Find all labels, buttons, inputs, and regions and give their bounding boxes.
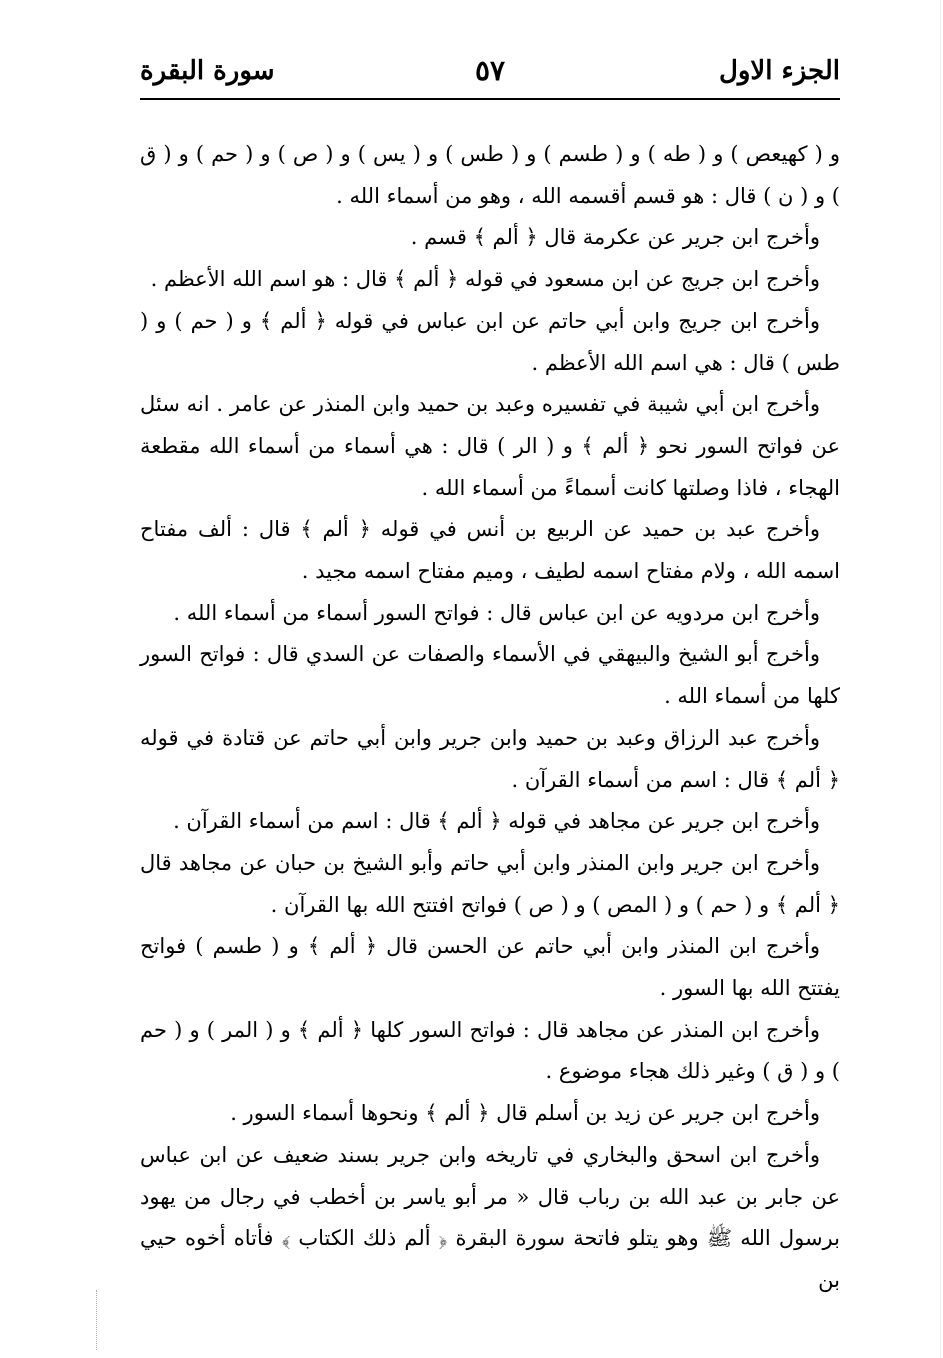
- paragraph-10: وأخرج ابن جرير عن مجاهد في قوله ﴿ ألم ﴾ قال : اسم من أسماء القرآن .: [173, 809, 820, 834]
- paragraph-4: وأخرج ابن جريج وابن أبي حاتم عن ابن عباس في قوله ﴿ ألم ﴾ و ( حم ) و ( طس ) قال : هي اسم الله الأعظم .: [140, 308, 840, 375]
- paragraph-1: و ( كهيعص ) و ( طه ) و ( طسم ) و ( طس ) و ( يس ) و ( ص ) و ( حم ) و ( ق ) و ( ن ) قال : هو قسم أقسمه الله ، وهو من أسماء الله .: [140, 142, 840, 208]
- scan-gutter-line: [96, 1290, 97, 1350]
- paragraph-12: وأخرج ابن المنذر وابن أبي حاتم عن الحسن قال ﴿ ألم ﴾ و ( طسم ) فواتح يفتتح الله بها السور .: [140, 934, 840, 1001]
- paragraph-8: وأخرج أبو الشيخ والبيهقي في الأسماء والصفات عن السدي قال : فواتح السور كلها من أسماء الله .: [140, 642, 840, 709]
- paragraph-3: وأخرج ابن جريج عن ابن مسعود في قوله ﴿ ألم ﴾ قال : هو اسم الله الأعظم .: [150, 267, 820, 292]
- page-number: ٥٧: [474, 54, 506, 87]
- page-header: [140, 50, 840, 94]
- paragraph-6: وأخرج عبد بن حميد عن الربيع بن أنس في قوله ﴿ ألم ﴾ قال : ألف مفتاح اسمه الله ، ولام مفتاح اسمه لطيف ، وميم مفتاح اسمه مجيد .: [140, 517, 840, 584]
- paragraph-14: وأخرج ابن جرير عن زيد بن أسلم قال ﴿ ألم ﴾ ونحوها أسماء السور .: [230, 1101, 820, 1126]
- paragraph-9: وأخرج عبد الرزاق وعبد بن حميد وابن جرير وابن أبي حاتم عن قتادة في قوله ﴿ ألم ﴾ قال : اسم من أسماء القرآن .: [140, 725, 840, 792]
- paragraph-2: وأخرج ابن جرير عن عكرمة قال ﴿ ألم ﴾ قسم .: [410, 225, 820, 250]
- paragraph-13: وأخرج ابن المنذر عن مجاهد قال : فواتح السور كلها ﴿ ألم ﴾ و ( المر ) و ( حم ) و ( ق ) وغير ذلك هجاء موضوع .: [140, 1017, 840, 1084]
- paragraph-15: وأخرج ابن اسحق والبخاري في تاريخه وابن جرير بسند ضعيف عن ابن عباس عن جابر بن عبد الله بن رباب قال « مر أبو ياسر بن أخطب في رجال من يهود برسول الله ﷺ وهو يتلو فاتحة سورة البقرة ﴿ ألم ذلك الكتاب ﴾ فأتاه أخوه حيي بن: [140, 1142, 840, 1292]
- scan-edge: [940, 0, 941, 1358]
- paragraph-5: وأخرج ابن أبي شيبة في تفسيره وعبد بن حميد وابن المنذر عن عامر . انه سئل عن فواتح السور نحو ﴿ ألم ﴾ و ( الر ) قال : هي أسماء من أسماء الله مقطعة الهجاء ، فاذا وصلتها كانت أسماءً من أسماء الله .: [140, 392, 840, 500]
- header-divider: [140, 98, 840, 100]
- paragraph-11: وأخرج ابن جرير وابن المنذر وابن أبي حاتم وأبو الشيخ بن حبان عن مجاهد قال ﴿ ألم ﴾ و ( حم ) و ( المص ) و ( ص ) فواتح افتتح الله بها القرآن .: [140, 850, 840, 917]
- paragraph-7: وأخرج ابن مردويه عن ابن عباس قال : فواتح السور أسماء من أسماء الله .: [173, 600, 820, 625]
- volume-title: الجزء الاول: [718, 56, 840, 86]
- surah-title: سورة البقرة: [140, 56, 275, 86]
- page-body: [140, 134, 840, 1302]
